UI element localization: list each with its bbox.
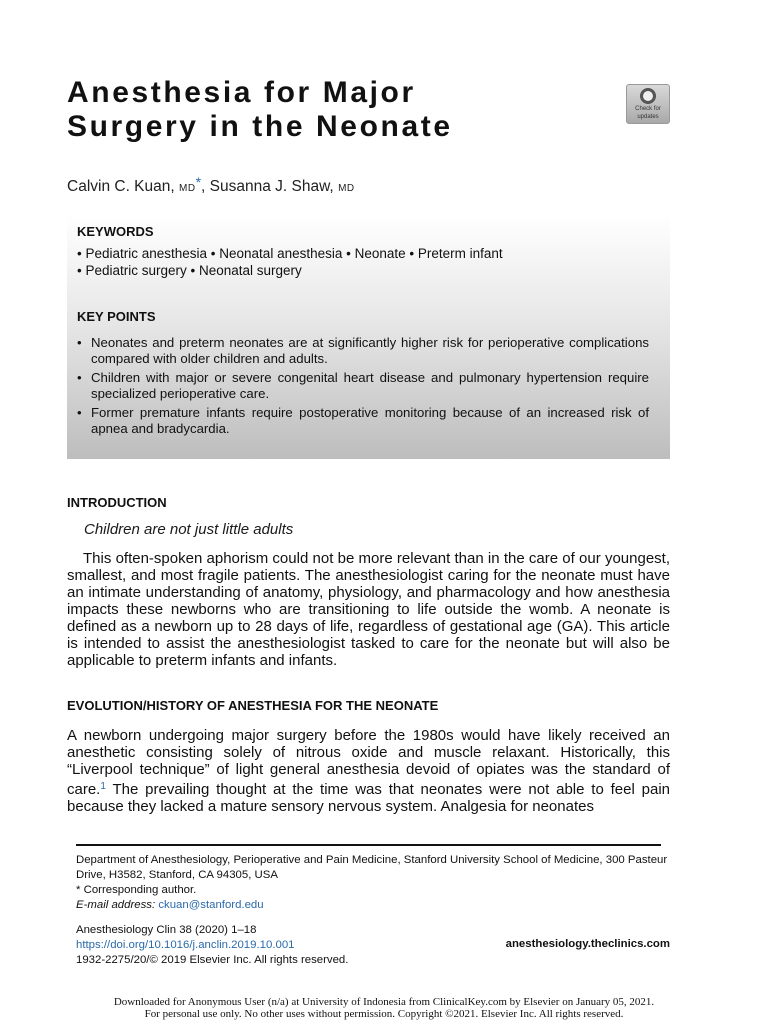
download-notice (0, 996, 768, 1020)
article-title (67, 76, 587, 144)
keywords-heading: KEYWORDS (77, 224, 154, 239)
evolution-paragraph-text-1: A newborn undergoing major surgery before the 1980s would have likely received an anesthetic consisting solely of nitrous oxide and muscle relaxant. Historically, this “Liverpool technique” of light general anesthesia devoid of opiates was the standard of care. (67, 727, 670, 798)
author-2-name: Susanna J. Shaw, (209, 178, 334, 195)
corresponding-author-note: * Corresponding author. (76, 884, 197, 896)
badge-label-2: updates (637, 114, 659, 120)
download-notice-line-2: For personal use only. No other uses without permission. Copyright ©2021. Elsevier Inc. All rights reserved. (144, 1008, 624, 1020)
key-points-list (77, 335, 649, 440)
introduction-paragraph (67, 550, 670, 669)
introduction-paragraph-text: This often-spoken aphorism could not be more relevant than in the care of our youngest, smallest, and most fragile patients. The anesthesiologist caring for the neonate must have an intimate understanding of anatomy, physiology, and pharmacology and how anesthesia impacts these newborns who are transitioning to life outside the womb. A neonate is defined as a newborn up to 28 days of life, regardless of gestational age (GA). This article is intended to assist the anesthesiologist tasked to care for the neonate but will also be applicable to preterm infants and infants. (67, 550, 670, 669)
evolution-heading: EVOLUTION/HISTORY OF ANESTHESIA FOR THE NEONATE (67, 698, 439, 713)
journal-citation: Anesthesiology Clin 38 (2020) 1–18 (76, 924, 257, 936)
copyright-line: 1932-2275/20/© 2019 Elsevier Inc. All rights reserved. (76, 954, 349, 966)
article-title-line-1: Anesthesia for Major (67, 76, 416, 109)
author-1-name: Calvin C. Kuan, (67, 178, 175, 195)
email-link[interactable]: ckuan@stanford.edu (158, 899, 264, 911)
reference-link[interactable]: 1 (100, 781, 106, 792)
key-point-item: • Children with major or severe congenital heart disease and pulmonary hypertension require specialized perioperative care. (77, 370, 649, 402)
check-for-updates-badge[interactable] (626, 84, 670, 124)
introduction-heading: INTRODUCTION (67, 495, 167, 510)
download-notice-line-1: Downloaded for Anonymous User (n/a) at University of Indonesia from ClinicalKey.com by Elsevier on January 05, 2021. (113, 996, 655, 1008)
article-title-line-2: Surgery in the Neonate (67, 110, 453, 143)
key-points-heading: KEY POINTS (77, 309, 156, 324)
evolution-paragraph-text-2: The prevailing thought at the time was that neonates were not able to feel pain because they lacked a mature sensory nervous system. Analgesia for neonates (67, 781, 670, 815)
keywords-line-2: • Pediatric surgery • Neonatal surgery (77, 263, 302, 278)
email-line (76, 898, 670, 913)
footnote (76, 853, 670, 913)
journal-site-link[interactable]: anesthesiology.theclinics.com (505, 938, 670, 950)
author-1-degree: MD (179, 183, 196, 194)
badge-label-1: Check for (635, 106, 661, 112)
footnote-divider (76, 844, 661, 846)
author-separator: , (201, 178, 206, 195)
key-point-item: • Former premature infants require postoperative monitoring because of an increased risk of apnea and bradycardia. (77, 405, 649, 437)
keywords-keypoints-box (67, 215, 670, 459)
doi-link[interactable]: https://doi.org/10.1016/j.anclin.2019.10.001 (76, 939, 295, 951)
corresponding-author-mark[interactable]: * (195, 174, 202, 190)
introduction-epigraph: Children are not just little adults (84, 521, 294, 538)
update-ring-icon (640, 88, 656, 104)
author-line (67, 174, 355, 196)
evolution-paragraph (67, 727, 670, 815)
affiliation-text: Department of Anesthesiology, Perioperative and Pain Medicine, Stanford University School of Medicine, 300 Pasteur Drive, H3582, Stanford, CA 94305, USA (76, 854, 668, 881)
email-label: E-mail address: (76, 899, 156, 911)
key-point-item: • Neonates and preterm neonates are at significantly higher risk for perioperative complications compared with older children and adults. (77, 335, 649, 367)
author-2-degree: MD (338, 183, 355, 194)
keywords-line-1: • Pediatric anesthesia • Neonatal anesthesia • Neonate • Preterm infant (77, 246, 503, 261)
